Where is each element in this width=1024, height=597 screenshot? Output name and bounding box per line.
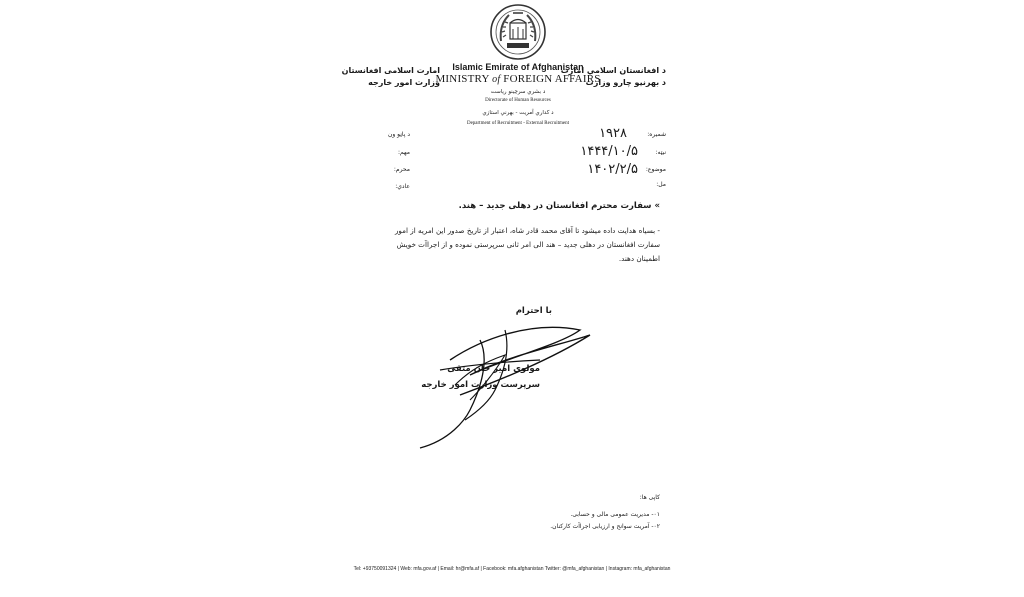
copy-item-2: ۰۲- آمریت سوانح و ارزیابی اجراآت کارکنان.: [550, 523, 660, 530]
copies-label: کاپی ها:: [639, 494, 660, 501]
ministry-of-label: of: [492, 74, 501, 85]
meta-right-label-number: شميره:: [647, 131, 666, 138]
signer-title: سرپرست وزارت امور خارجه: [421, 380, 540, 390]
foreign-affairs-label: FOREIGN AFFAIRS: [500, 73, 601, 85]
ministry-label: MINISTRY: [435, 73, 493, 85]
letter-number-value: ۱۹۲۸: [599, 126, 627, 141]
meta-right-label-subject: موضوع:: [645, 166, 666, 173]
body-line-2: سفارت افغانستان در دهلی جدید – هند الی امر ثانی سرپرستی نموده و از اجراآت خویش: [396, 240, 660, 249]
header-left-line1: امارت اسلامی افغانستان: [341, 66, 440, 75]
meta-left-label-3: محرم:: [393, 166, 410, 173]
footer-contact: Tel: +93750091324 | Web: mfa.gov.af | Email: hr@mfa.af | Facebook: mfa.afghanistan Twitter: @mfa_afghanistan | Instagram: mfa_afghanistan: [353, 566, 671, 572]
ministry-header-line1: Islamic Emirate of Afghanistan: [452, 62, 584, 72]
body-line-1: - بسیاه هدایت داده میشود تا آقای محمد قادر شاه، اعتبار از تاریخ صدور این امریه از امور: [394, 226, 660, 235]
handwritten-signature: [410, 300, 600, 450]
copy-item-1: ۰۱- مدیریت عمومی مالی و حسابی.: [570, 511, 660, 518]
meta-left-label-1: د پاڼو ون: [387, 131, 410, 138]
header-right-line1: د افغانستان اسلامي امارت: [560, 66, 666, 75]
directorate-fa: د بشري سرچينو رياست: [490, 89, 546, 95]
national-emblem-icon: [489, 3, 547, 61]
body-line-3: اطمینان دهند.: [618, 254, 660, 263]
signer-name: مولوی امیر خان متقی: [447, 364, 540, 374]
department-en: Department of Recruitment - External Recruitment: [466, 121, 570, 126]
letter-date-hijri-value: ۱۴۴۴/۱۰/۵: [580, 144, 638, 159]
directorate-en: Directorate of Human Resources: [485, 98, 551, 103]
closing-text: با احترام: [515, 306, 552, 316]
meta-right-label-attachment: مل:: [656, 181, 666, 188]
meta-left-label-4: عادي:: [395, 183, 410, 190]
header-right-line2: د بهرنيو چارو وزارت: [585, 78, 666, 87]
letter-date-solar-value: ۱۴۰۲/۲/۵: [587, 162, 638, 177]
addressee: » سفارت محترم افغانستان در دهلی جدید – هند.: [458, 201, 660, 211]
meta-right-label-date: نيټه:: [655, 149, 666, 156]
department-fa: د كداري آمريت - بهرني استازي: [482, 110, 554, 116]
meta-left-label-2: مهم:: [398, 149, 410, 156]
header-left-line2: وزارت امور خارجه: [368, 78, 440, 87]
